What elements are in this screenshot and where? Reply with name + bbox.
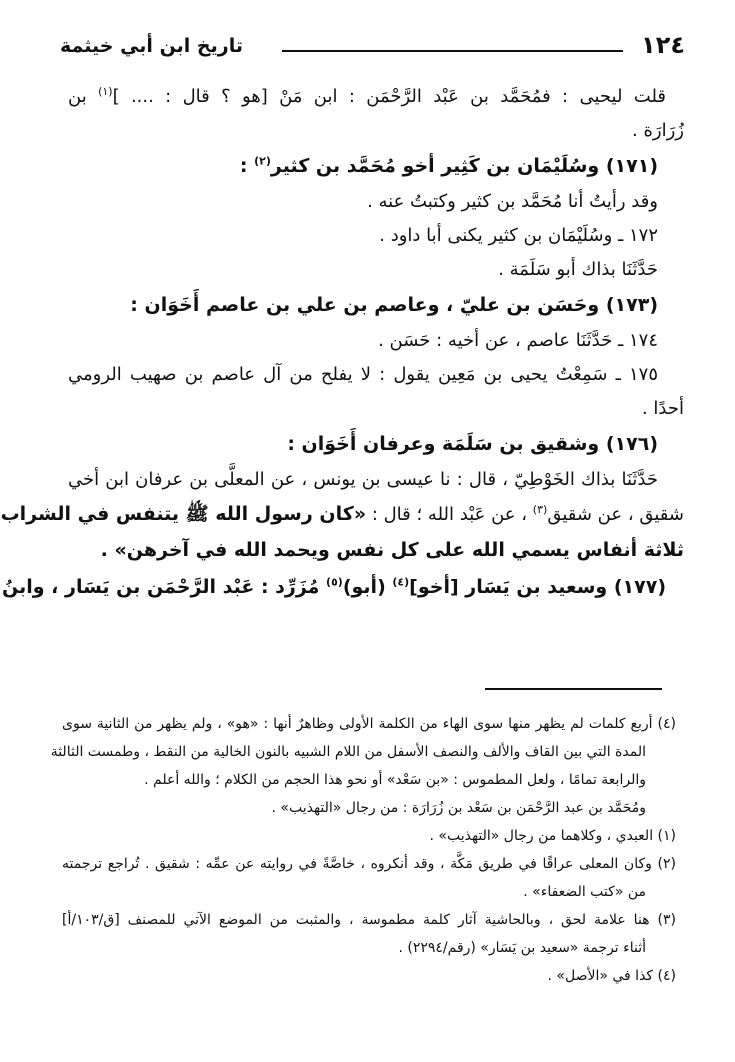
text-line <box>68 324 684 358</box>
footnote-separator <box>485 688 662 690</box>
text-line <box>0 497 684 532</box>
line-text: ١٧٥ ـ سَمِعْتُ يحيى بن مَعِين يقول : لا يفلح من آل عاصم بن صهيب الرومي <box>68 364 658 385</box>
text-line <box>68 185 684 219</box>
footnote-line: المدة التي بين القاف والألف والنصف الأسفل من اللام الشبيه بالنون الخالية من النقط ، وطمست الثالثة <box>50 744 646 760</box>
text-line <box>68 287 684 324</box>
line-text: (١٧٦) وشقيق بن سَلَمَة وعرفان أَخَوَان : <box>287 433 658 455</box>
header-rule <box>282 50 623 52</box>
footnote-line: (٣) هنا علامة لحق ، وبالحاشية آثار كلمة مطموسة ، والمثبت من الموضع الآتي للمصنف [ق/١٠٣/أ] <box>62 912 676 928</box>
footnote-ref: (٢) <box>254 154 271 168</box>
line-text: (١٧٣) وحَسَن بن عليّ ، وعاصم بن علي بن عاصم أَخَوَان : <box>130 294 658 316</box>
text-line <box>68 358 684 392</box>
line-text: ، عن عَبْد الله ؛ قال : <box>366 504 533 525</box>
hadith-text: «كان رسول الله ﷺ يتنفس في الشراب <box>0 503 367 525</box>
line-text: زُرَارَة . <box>632 120 684 141</box>
line-text: حَدَّثَنَا بذاك الخَوْطِيّ ، قال : نا عيسى بن يونس ، عن المعلَّى بن عرفان ابن أخي <box>68 469 658 490</box>
footnote-line: (١) العبدي ، وكلاهما من رجال «التهذيب» . <box>429 828 676 844</box>
footnote-line: (٤) كذا في «الأصل» . <box>547 968 676 984</box>
line-text: حَدَّثَنَا بذاك أبو سَلَمَة . <box>498 259 658 280</box>
main-text <box>0 80 684 606</box>
footnote-ref: (٤) <box>392 575 410 589</box>
line-text: ١٧٢ ـ وسُلَيْمَان بن كثير يكنى أبا داود . <box>379 225 658 246</box>
line-text: : <box>239 155 255 177</box>
footnote-line: والرابعة تمامًا ، ولعل المطموس : «بن سَعْد» أو نحو هذا الحجم من الكلام ؛ والله أعلم . <box>144 772 646 788</box>
line-text: (١٧٧) وسعيد بن يَسَار [أخو] <box>409 576 666 598</box>
text-line <box>68 253 684 287</box>
line-text: قلت ليحيى : فمُحَمَّد بن عَبْد الرَّحْمَن : ابن مَنْ [هو ؟ قال : .... ] <box>112 86 667 107</box>
footnotes <box>50 710 676 990</box>
text-line <box>68 463 684 497</box>
footnote-line: من «كتب الضعفاء» . <box>523 884 646 900</box>
text-line <box>68 219 684 253</box>
line-text: (أبو) <box>342 576 393 598</box>
line-text: ١٧٤ ـ حَدَّثَنَا عاصم ، عن أخيه : حَسَن . <box>378 330 658 351</box>
footnote-ref: (٣) <box>532 503 548 516</box>
text-line <box>68 426 684 463</box>
line-text: وقد رأيتُ أنا مُحَمَّد بن كثير وكتبتُ عنه . <box>367 191 658 212</box>
text-line <box>68 80 684 114</box>
line-text: ثلاثة أنفاس يسمي الله على كل نفس ويحمد الله في آخرهن» . <box>100 539 684 561</box>
footnote-line: (٢) وكان المعلى عراقًا في طريق مَكَّة ، وقد أنكروه ، خاصَّةً في روايته عن عمِّه : شقيق . تُراجع ترجمته <box>62 856 676 872</box>
footnote-line: (٤) أربع كلمات لم يظهر منها سوى الهاء من الكلمة الأولى وظاهرٌ أنها : «هو» ، ولم يظهر من الثانية سوى <box>62 716 676 732</box>
line-text: أحدًا . <box>641 398 684 419</box>
text-line <box>2 569 684 606</box>
footnote-ref: (٥) <box>326 575 343 589</box>
footnote-line: أثناء ترجمة «سعيد بن يَسَار» (رقم/٢٢٩٤) . <box>398 940 646 956</box>
line-text: (١٧١) وسُلَيْمَان بن كَثِير أخو مُحَمَّد بن كثير <box>270 155 658 177</box>
line-text: بن <box>68 86 99 107</box>
page-number: ١٢٤ <box>641 31 685 59</box>
footnote-ref: (١) <box>98 85 113 98</box>
line-text: شقيق ، عن شقيق <box>547 504 684 525</box>
footnote-line: ومُحَمَّد بن عبد الرَّحْمَن بن سَعْد بن زُرَارَة : من رجال «التهذيب» . <box>271 800 646 816</box>
line-text: مُزَرِّد : عَبْد الرَّحْمَن بن يَسَار ، وابنُ <box>2 576 327 598</box>
text-line <box>68 532 684 569</box>
text-line <box>68 114 684 148</box>
text-line <box>68 148 684 185</box>
text-line <box>68 392 684 426</box>
page-header <box>60 30 685 60</box>
running-title: تاريخ ابن أبي خيثمة <box>60 35 243 57</box>
